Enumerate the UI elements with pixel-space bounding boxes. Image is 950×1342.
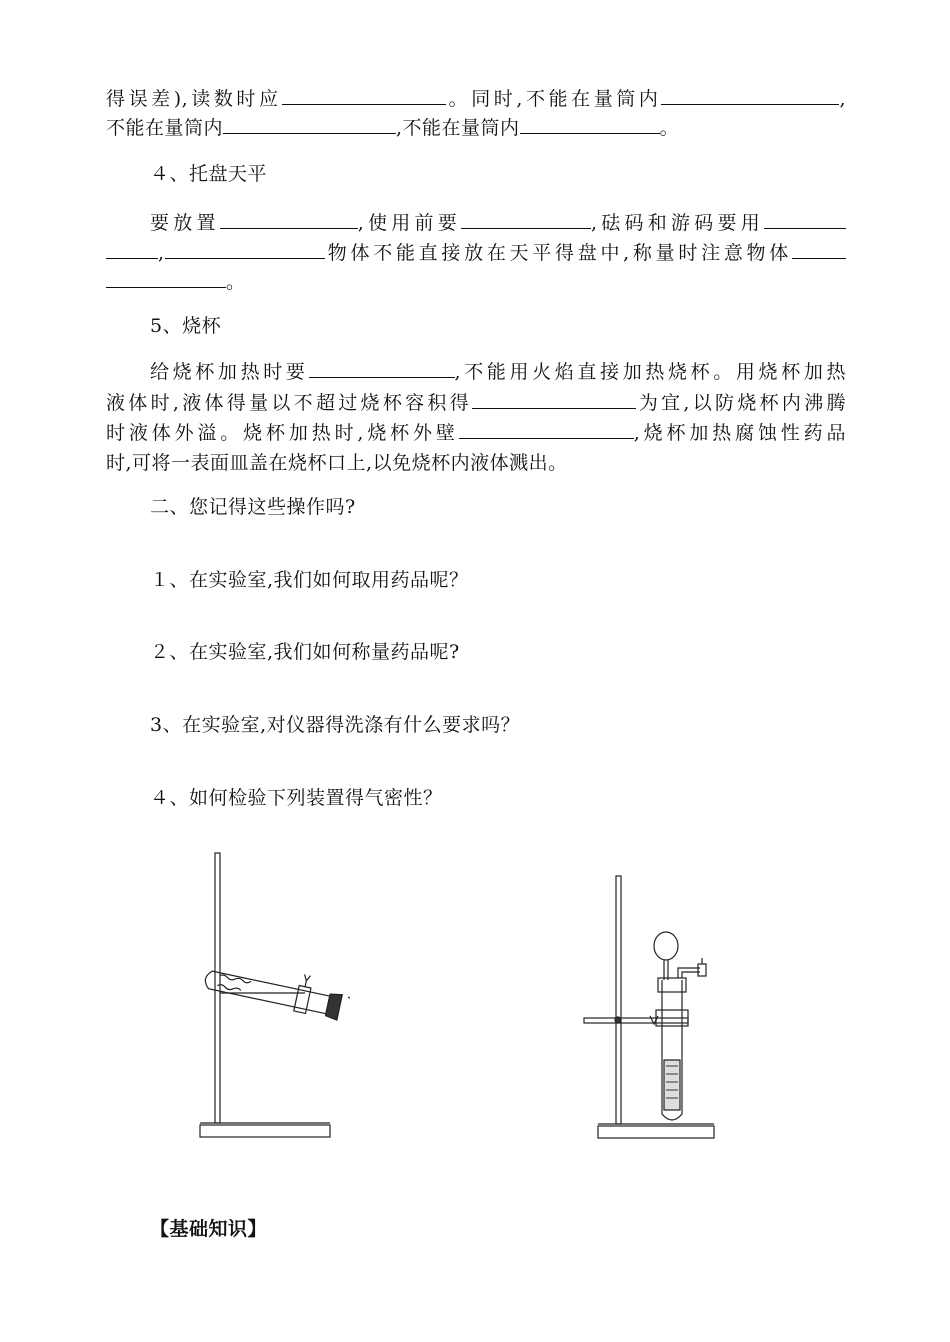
section-heading: 5、烧杯 (150, 315, 222, 337)
fill-blank[interactable] (282, 86, 446, 105)
text-run: 时液体外溢。烧杯加热时,烧杯外壁 (106, 422, 459, 444)
text-run: 为宜,以防烧杯内沸腾 (636, 392, 846, 414)
text-run: 物体不能直接放在天平得盘中,称量时注意物体 (324, 242, 792, 264)
fill-blank[interactable] (165, 240, 325, 259)
fill-blank[interactable] (459, 420, 634, 439)
fill-blank[interactable] (764, 210, 846, 229)
text-run: , (839, 88, 847, 110)
text-line (106, 240, 846, 266)
fill-blank[interactable] (472, 390, 636, 409)
text-run: 得误差),读数时应 (106, 88, 282, 110)
text-run: ,不能在量筒内 (396, 117, 520, 139)
fill-blank[interactable] (461, 210, 591, 229)
text-run: ,使用前要 (357, 212, 461, 234)
fill-blank[interactable] (792, 240, 846, 259)
text-line (106, 210, 846, 236)
text-run: ,砝码和游码要用 (591, 212, 764, 234)
question-3: 3、在实验室,对仪器得洗涤有什么要求吗？ (150, 714, 521, 736)
question-1: １、在实验室,我们如何取用药品呢？ (150, 569, 469, 591)
text-run: 给烧杯加热时要 (150, 361, 309, 383)
text-run: 。同时,不能在量筒内 (445, 88, 662, 110)
text-line (106, 269, 246, 295)
part-heading: 二、您记得这些操作吗? (150, 496, 356, 518)
text-line (106, 86, 846, 112)
fill-blank[interactable] (309, 359, 455, 378)
question-2: ２、在实验室,我们如何称量药品呢? (150, 641, 460, 663)
section-heading: ４、托盘天平 (150, 163, 268, 185)
text-run: 。 (226, 271, 246, 293)
fill-blank[interactable] (106, 269, 226, 288)
text-line: 时,可将一表面皿盖在烧杯口上,以免烧杯内液体溅出。 (106, 452, 568, 474)
apparatus-funnel-illustration (580, 870, 720, 1142)
fill-blank[interactable] (661, 86, 839, 105)
fill-blank[interactable] (520, 115, 660, 134)
text-line (106, 359, 846, 385)
text-line (106, 115, 679, 141)
fill-blank[interactable] (220, 210, 358, 229)
apparatus-test-tube-illustration (190, 845, 350, 1145)
text-run: 。 (659, 117, 680, 139)
text-run: 不能在量筒内 (106, 117, 224, 139)
text-line (106, 390, 846, 416)
section-heading-basic-knowledge: 【基础知识】 (150, 1218, 268, 1240)
text-run: , (158, 242, 165, 264)
text-line (106, 420, 846, 446)
text-run: ,不能用火焰直接加热烧杯。用烧杯加热 (454, 361, 846, 383)
text-run: 液体时,液体得量以不超过烧杯容积得 (106, 392, 473, 414)
text-run: ,烧杯加热腐蚀性药品 (633, 422, 846, 444)
text-run: 要放置 (150, 212, 220, 234)
fill-blank[interactable] (106, 240, 158, 259)
question-4: ４、如何检验下列装置得气密性？ (150, 787, 443, 809)
fill-blank[interactable] (223, 115, 396, 134)
